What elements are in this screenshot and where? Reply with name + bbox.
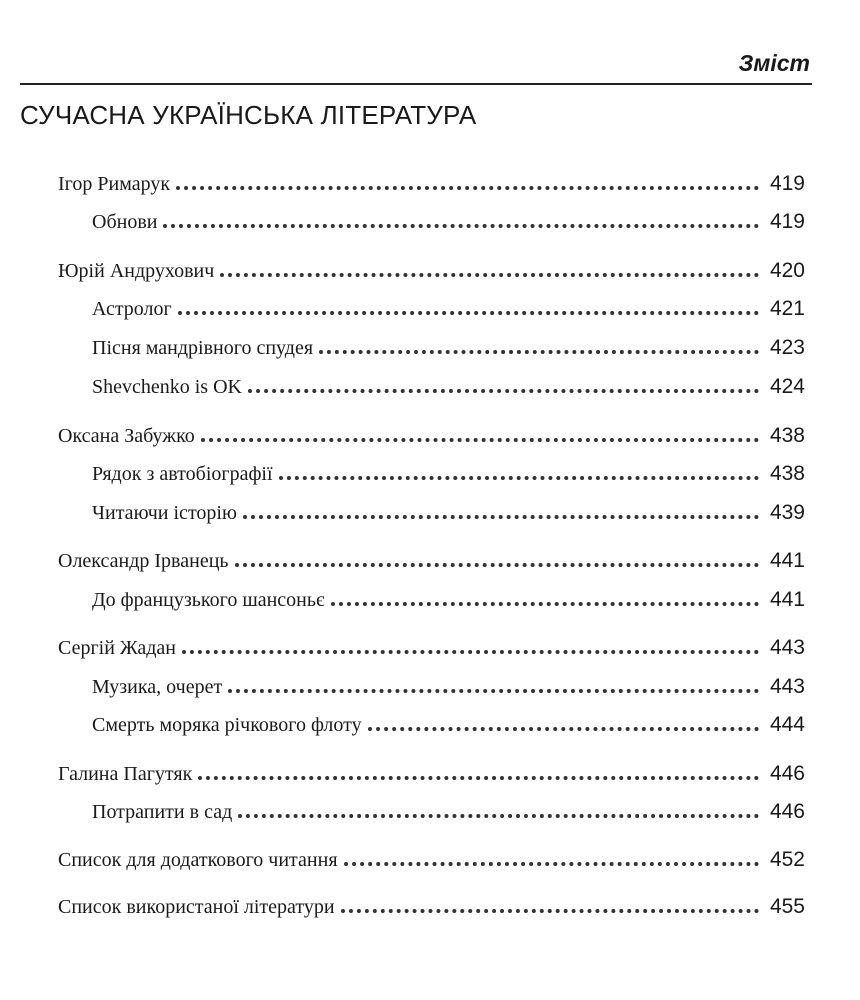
toc-entry-work[interactable] xyxy=(92,707,805,737)
dot-leader xyxy=(368,727,759,731)
dot-leader xyxy=(178,311,759,315)
toc-entry-appendix[interactable] xyxy=(58,889,805,919)
dot-leader xyxy=(344,862,759,866)
toc-entry-page: 424 xyxy=(769,375,805,398)
toc-entry-work[interactable] xyxy=(92,456,805,486)
toc-entry-page: 443 xyxy=(769,636,805,659)
toc-entry-title: Читаючи історію xyxy=(92,502,237,524)
toc-entry-author[interactable] xyxy=(58,756,805,786)
toc-entry-page: 444 xyxy=(769,713,805,736)
dot-leader xyxy=(163,224,759,228)
toc-entry-page: 419 xyxy=(769,210,805,233)
toc-entry-title: Сергій Жадан xyxy=(58,637,176,659)
dot-leader xyxy=(331,602,759,606)
toc-entry-page: 438 xyxy=(769,462,805,485)
toc-entry-work[interactable] xyxy=(92,330,805,360)
toc-entry-title: Астролог xyxy=(92,298,172,320)
dot-leader xyxy=(235,563,759,567)
dot-leader xyxy=(238,814,759,818)
toc-entry-author[interactable] xyxy=(58,253,805,283)
toc-entry-work[interactable] xyxy=(92,204,805,234)
dot-leader xyxy=(220,273,759,277)
toc-entry-work[interactable] xyxy=(92,495,805,525)
toc-entry-title: До французького шансоньє xyxy=(92,589,325,611)
toc-entry-title: Галина Пагутяк xyxy=(58,763,193,785)
toc-entry-title: Список використаної літератури xyxy=(58,896,335,918)
toc-entry-page: 419 xyxy=(769,172,805,195)
dot-leader xyxy=(182,650,759,654)
toc-entry-page: 452 xyxy=(769,848,805,871)
toc-entry-work[interactable] xyxy=(92,669,805,699)
toc-entry-work[interactable] xyxy=(92,582,805,612)
toc-entry-page: 438 xyxy=(769,424,805,447)
dot-leader xyxy=(198,776,759,780)
toc-entry-title: Музика, очерет xyxy=(92,676,223,698)
toc-entry-work[interactable] xyxy=(92,369,805,399)
toc-entry-work[interactable] xyxy=(92,794,805,824)
dot-leader xyxy=(243,515,759,519)
dot-leader xyxy=(279,476,759,480)
toc-entry-title: Список для додаткового читання xyxy=(58,849,338,871)
toc-entry-page: 423 xyxy=(769,336,805,359)
toc-entry-page: 446 xyxy=(769,800,805,823)
toc-entry-page: 420 xyxy=(769,259,805,282)
toc-entry-page: 446 xyxy=(769,762,805,785)
toc-entry-author[interactable] xyxy=(58,418,805,448)
dot-leader xyxy=(319,350,759,354)
toc-entry-page: 441 xyxy=(769,588,805,611)
dot-leader xyxy=(228,689,759,693)
toc-entry-title: Пісня мандрівного спудея xyxy=(92,337,314,359)
toc-entry-page: 441 xyxy=(769,549,805,572)
section-title: СУЧАСНА УКРАЇНСЬКА ЛІТЕРАТУРА xyxy=(20,100,477,130)
toc-entry-page: 455 xyxy=(769,895,805,918)
toc-entry-page: 443 xyxy=(769,675,805,698)
toc-entry-title: Оксана Забужко xyxy=(58,425,195,447)
toc-entry-author[interactable] xyxy=(58,543,805,573)
toc-entry-title: Потрапити в сад xyxy=(92,801,233,823)
toc-entry-author[interactable] xyxy=(58,630,805,660)
dot-leader xyxy=(341,909,759,913)
toc-entry-appendix[interactable] xyxy=(58,842,805,872)
toc-entry-title: Юрій Андрухович xyxy=(58,260,215,282)
toc-entry-title: Рядок з автобіографії xyxy=(92,463,273,485)
toc-entry-author[interactable] xyxy=(58,166,805,196)
toc-entry-title: Смерть моряка річкового флоту xyxy=(92,714,362,736)
toc-entry-work[interactable] xyxy=(92,291,805,321)
toc-entry-title: Олександр Ірванець xyxy=(58,550,229,572)
toc-entry-page: 421 xyxy=(769,297,805,320)
dot-leader xyxy=(176,186,759,190)
toc-entry-title: Обнови xyxy=(92,211,158,233)
running-head: Зміст xyxy=(738,50,810,76)
dot-leader xyxy=(201,438,759,442)
toc-entry-page: 439 xyxy=(769,501,805,524)
toc-entry-title: Shevchenko is OK xyxy=(92,376,242,398)
toc-entry-title: Ігор Римарук xyxy=(58,173,171,195)
dot-leader xyxy=(248,389,759,393)
